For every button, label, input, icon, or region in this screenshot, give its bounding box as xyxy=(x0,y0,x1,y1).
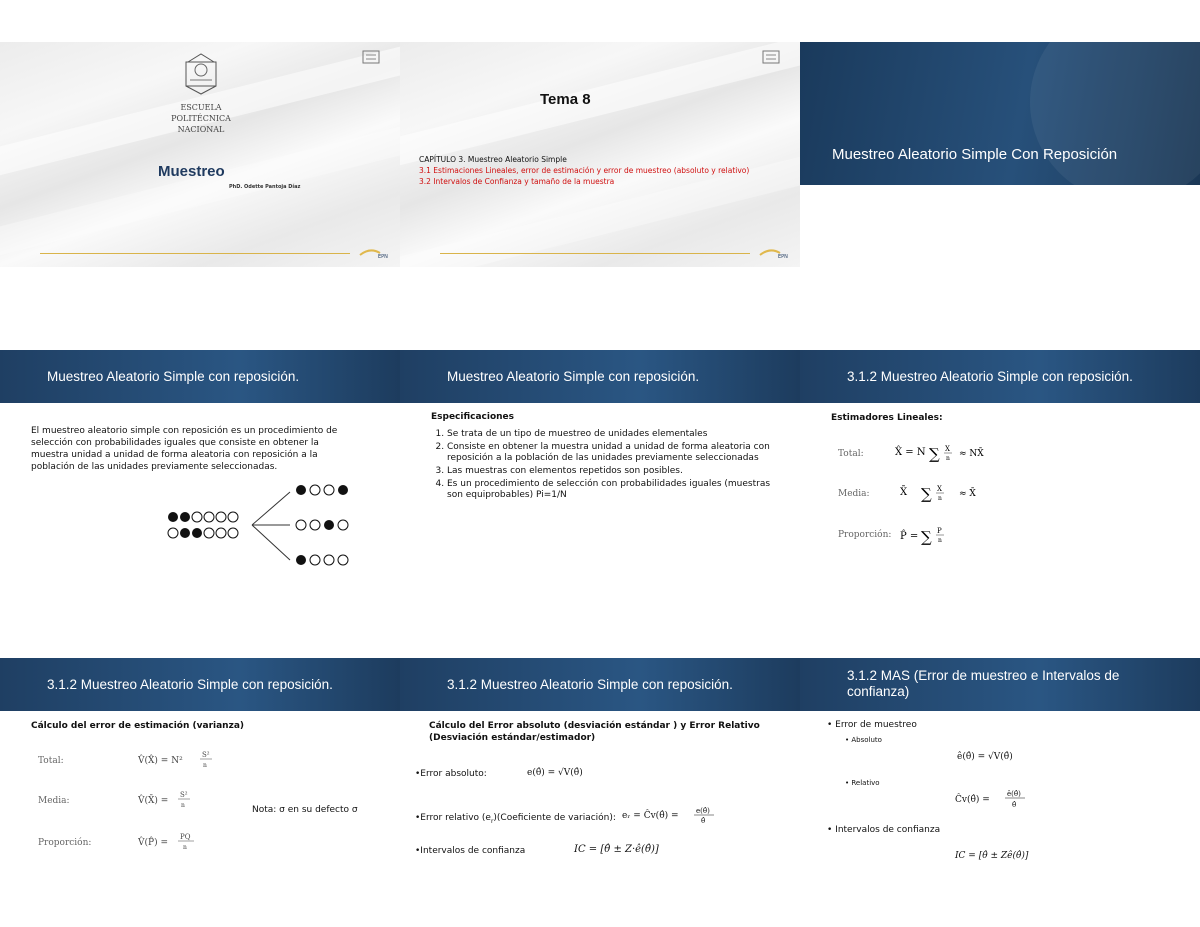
svg-text:≈ NX̄: ≈ NX̄ xyxy=(959,449,984,459)
svg-text:n: n xyxy=(181,802,185,809)
svg-text:S²: S² xyxy=(202,751,210,759)
estimator-formulas xyxy=(895,438,1005,558)
svg-text:X: X xyxy=(945,445,950,453)
variance-label: Total: xyxy=(38,756,64,766)
variance-label: Proporción: xyxy=(38,838,92,848)
svg-text:Ĉv(θ̂) =: Ĉv(θ̂) = xyxy=(955,795,990,805)
svg-text:n: n xyxy=(946,455,950,462)
note-text: Nota: σ en su defecto σ xyxy=(252,805,358,815)
variance-label: Media: xyxy=(38,796,70,806)
svg-text:PQ: PQ xyxy=(180,833,191,841)
ribbon-logo-icon xyxy=(358,247,394,259)
slide-title: Muestreo xyxy=(158,163,225,180)
svg-text:∑: ∑ xyxy=(921,485,932,503)
svg-text:θ̂: θ̂ xyxy=(1012,801,1017,809)
gold-divider xyxy=(440,253,750,254)
slide-subtitle: Especificaciones xyxy=(431,412,515,422)
svg-text:e(θ̂): e(θ̂) xyxy=(696,807,710,815)
slide-subtitle: Estimadores Lineales: xyxy=(831,413,943,423)
slide-3-section[interactable] xyxy=(800,42,1200,185)
decor-stripe xyxy=(400,42,800,172)
svg-text:n: n xyxy=(938,495,942,502)
body-text: El muestreo aleatorio simple con reposición es un procedimiento de selección con probabilidades iguales que consiste en obtener la muestra unidad a unidad de forma aleatoria con reposición a la población de las unidades previamente seleccionadas. xyxy=(31,426,338,472)
slide-8[interactable] xyxy=(400,658,800,883)
svg-text:V̂(P̂) =: V̂(P̂) = xyxy=(138,838,168,848)
svg-text:e(θ̂) = √V(θ̂): e(θ̂) = √V(θ̂) xyxy=(527,768,583,778)
slide-subtitle: Cálculo del error de estimación (varianza) xyxy=(31,721,245,731)
corner-logo-icon xyxy=(762,50,780,64)
slide-header xyxy=(800,658,1200,711)
list-item: 2. Consiste en obtener la muestra unidad a unidad de forma aleatoria con reposición a la población de las unidades previamente seleccionadas xyxy=(447,442,776,464)
bullet-error-relativo: •Error relativo $(e_r)(Coeficiente$ de variación): xyxy=(415,813,616,825)
svg-text:P̂ =: P̂ = xyxy=(900,531,919,542)
list-item: 1. Se trata de un tipo de muestreo de unidades elementales xyxy=(447,429,776,440)
slide-6[interactable] xyxy=(800,350,1200,575)
topic-list xyxy=(419,154,794,187)
list-item: 3. Las muestras con elementos repetidos son posibles. xyxy=(447,466,776,477)
slide-7[interactable] xyxy=(0,658,400,883)
slide-header xyxy=(400,350,800,403)
slide-subtitle: Cálculo del Error absoluto (desviación estándar ) y Error Relativo (Desviación estándar/estimador) xyxy=(429,721,760,743)
confidence-interval-formula xyxy=(572,838,672,858)
svg-text:EPN: EPN xyxy=(778,254,788,259)
svg-text:V̂(X̄) =: V̂(X̄) = xyxy=(138,796,169,806)
sub-bullet-relativo: • Relativo xyxy=(845,779,880,787)
svg-text:X̄: X̄ xyxy=(900,487,908,498)
svg-text:n: n xyxy=(183,844,187,851)
svg-text:∑: ∑ xyxy=(921,528,932,546)
header-title: 3.1.2 Muestreo Aleatorio Simple con reposición. xyxy=(47,677,333,692)
header-title: Muestreo Aleatorio Simple con reposición. xyxy=(447,369,700,384)
svg-text:X: X xyxy=(937,485,942,493)
topic-item: 3.1 Estimaciones Lineales, error de estimación y error de muestreo (absoluto y relativo) xyxy=(419,166,750,175)
spec-list xyxy=(431,429,776,503)
svg-text:n: n xyxy=(203,762,207,769)
header-title: 3.1.2 MAS (Error de muestreo e Intervalos de confianza) xyxy=(847,668,1120,699)
sampling-diagram xyxy=(166,480,366,570)
svg-text:IC = [θ̂ ± Z·ê(θ̂)]: IC = [θ̂ ± Z·ê(θ̂)] xyxy=(574,844,659,855)
absolute-error-formula xyxy=(525,762,585,780)
slide-9[interactable] xyxy=(800,658,1200,883)
sub-bullet-absoluto: • Absoluto xyxy=(845,736,882,744)
svg-text:ê(θ̂) = √V(θ̂): ê(θ̂) = √V(θ̂) xyxy=(957,752,1013,762)
svg-text:∑: ∑ xyxy=(929,445,940,463)
estimator-label: Total: xyxy=(838,449,864,459)
author: PhD. Odette Pantoja Díaz xyxy=(229,184,301,190)
svg-text:X̂ = N: X̂ = N xyxy=(895,447,926,458)
epn-crest-icon xyxy=(182,52,220,96)
svg-text:ê(θ̂): ê(θ̂) xyxy=(1007,790,1021,798)
bullet-intervalos: •Intervalos de confianza xyxy=(415,846,526,856)
slide-2-topic[interactable] xyxy=(400,42,800,267)
svg-text:V̂(X̂) = N²: V̂(X̂) = N² xyxy=(138,756,183,766)
estimator-label: Media: xyxy=(838,489,870,499)
slide-1-title[interactable] xyxy=(0,42,400,267)
svg-text:θ̂: θ̂ xyxy=(701,817,706,825)
population-balls xyxy=(168,512,238,538)
ribbon-logo-icon xyxy=(758,247,794,259)
slide-header xyxy=(0,350,400,403)
epn-logo-text: ESCUELA POLITÉCNICA NACIONAL xyxy=(171,103,231,134)
corner-logo-icon xyxy=(362,50,380,64)
slide-header xyxy=(400,658,800,711)
slide-title: Muestreo Aleatorio Simple Con Reposición xyxy=(832,146,1118,163)
svg-text:P: P xyxy=(937,527,942,535)
estimator-label: Proporción: xyxy=(838,530,892,540)
relative-error-formula xyxy=(953,786,1033,810)
header-title: 3.1.2 Muestreo Aleatorio Simple con reposición. xyxy=(847,369,1133,384)
gold-divider xyxy=(40,253,350,254)
slide-5[interactable] xyxy=(400,350,800,575)
svg-text:n: n xyxy=(938,537,942,544)
svg-text:IC = [θ̂ ± Zê(θ̂)]: IC = [θ̂ ± Zê(θ̂)] xyxy=(955,851,1029,861)
header-title: 3.1.2 Muestreo Aleatorio Simple con reposición. xyxy=(447,677,733,692)
header-title: Muestreo Aleatorio Simple con reposición. xyxy=(47,369,300,384)
variance-formulas xyxy=(138,746,228,856)
topic-item: 3.2 Intervalos de Confianza y tamaño de la muestra xyxy=(419,177,615,186)
absolute-error-formula xyxy=(955,746,1025,764)
bullet-error-muestreo: • Error de muestreo xyxy=(827,720,917,730)
svg-text:≈ X̄: ≈ X̄ xyxy=(959,489,976,499)
slide-title: Tema 8 xyxy=(540,91,591,108)
list-item: 4. Es un procedimiento de selección con probabilidades iguales (muestras son equiprobables) Pi=1/N xyxy=(447,479,776,501)
chapter-heading: CAPÍTULO 3. Muestreo Aleatorio Simple xyxy=(419,155,567,164)
confidence-interval-formula xyxy=(953,845,1043,863)
relative-error-formula xyxy=(622,804,722,826)
bullet-intervalos: • Intervalos de confianza xyxy=(827,825,941,835)
slide-4[interactable] xyxy=(0,350,400,575)
bullet-error-absoluto: •Error absoluto: xyxy=(415,769,487,779)
svg-text:EPN: EPN xyxy=(378,254,388,259)
svg-text:S²: S² xyxy=(180,791,188,799)
decor-circle xyxy=(1030,42,1200,185)
svg-text:eᵣ = Ĉv(θ̂) =: eᵣ = Ĉv(θ̂) = xyxy=(622,811,679,821)
slide-header xyxy=(0,658,400,711)
slide-header xyxy=(800,350,1200,403)
